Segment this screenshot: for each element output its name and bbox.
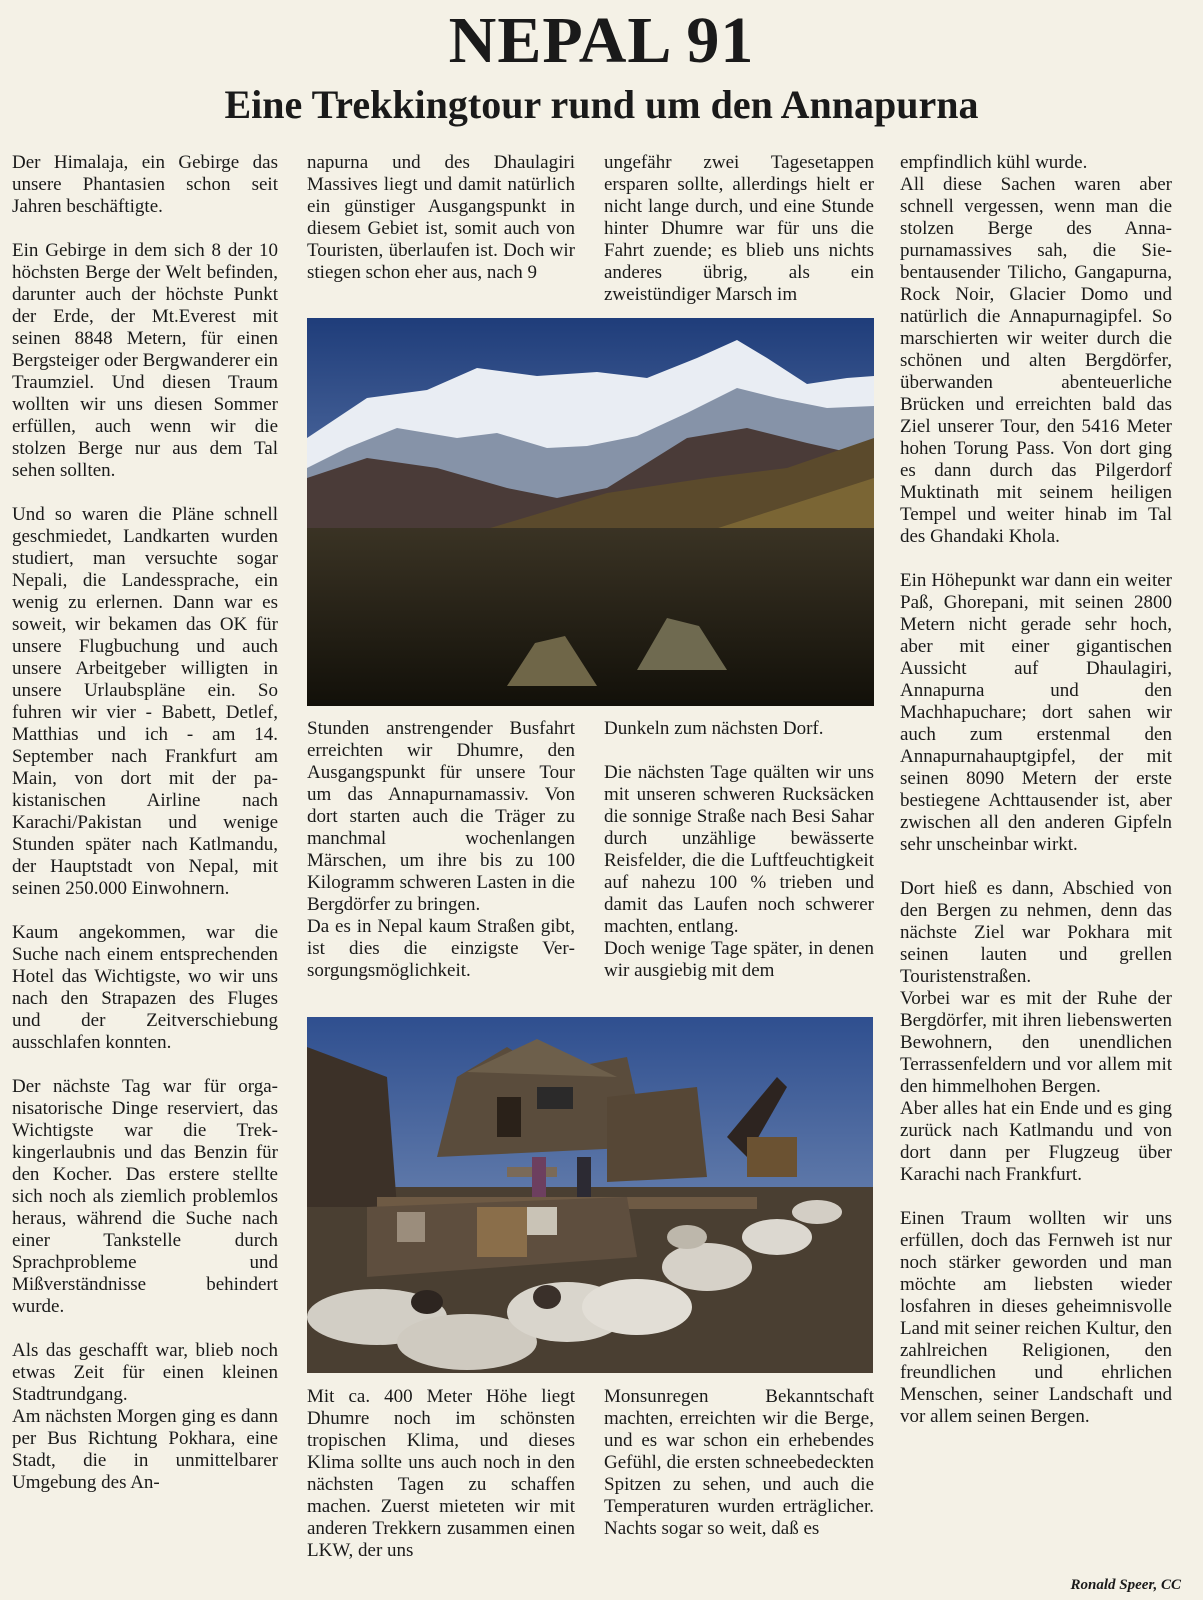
article-column-3-mid [604, 718, 874, 982]
paragraph: Da es in Nepal kaum Straßen gibt, ist dies die einzigste Versorgungsmöglichkeit. [307, 916, 575, 981]
paragraph: Vorbei war es mit der Ruhe der Bergdörfer, mit ihren liebenswerten Bewohnern, den unendlichen Terrassenfeldern und vor allem mit den himmelhohen Bergen. [900, 988, 1172, 1097]
paragraph: Am nächsten Morgen ging es dann per Bus Richtung Pokhara, eine Stadt, die in unmittelbarer Umgebung des An- [12, 1406, 278, 1493]
page-subtitle: Eine Trekkingtour rund um den Annapurna [224, 82, 979, 127]
paragraph: Die nächsten Tage quälten wir uns mit unseren schweren Rucksäcken die sonnige Straße nach Besi Sahar durch unzählige bewässerte Reisfelder, die die Luftfeuchtigkeit auf nahezu 100 % trieben und damit das Laufen noch schwerer machten, entlang. [604, 762, 874, 937]
paragraph: Kaum angekommen, war die Suche nach einem entsprechenden Hotel das Wichtigste, wo wir uns nach den Strapazen des Fluges und der Zeitverschiebung ausschlafen konnten. [12, 922, 278, 1053]
article-column-4 [900, 152, 1172, 1428]
mountain-photo [307, 318, 874, 706]
paragraph: Als das geschafft war, blieb noch etwas Zeit für einen kleinen Stadtrundgang. [12, 1340, 278, 1405]
article-column-3-bottom [604, 1386, 874, 1540]
author-credit: Ronald Speer, CC [1070, 1577, 1181, 1593]
article-column-2-top [307, 152, 575, 284]
paragraph: ungefähr zwei Tagesetappen ersparen sollte, allerdings hielt er nicht lange durch, und eine Stunde hinter Dhumre war für uns die Fahrt zuende; es blieb uns nichts anderes übrig, als ein zweistündiger Marsch im [604, 152, 874, 305]
article-column-3-top [604, 152, 874, 306]
paragraph: Einen Traum wollten wir uns erfüllen, doch das Fernweh ist nur noch stärker geworden und man möchte am liebsten wieder losfahren in dieses geheimnisvolle Land mit seiner reichen Kultur, den zahlreichen Religionen, den freundlichen und ehrlichen Menschen, seiner Landschaft und vor allem seinen Bergen. [900, 1208, 1172, 1427]
paragraph: Der nächste Tag war für organisatorische Dinge reserviert, das Wichtigste war die Trekkingerlaubnis und das Benzin für den Kocher. Das erstere stellte sich noch als ziemlich problemlos heraus, während die Suche nach einer Tankstelle durch Sprachprobleme und Mißverständnisse behindert wurde. [12, 1076, 278, 1317]
paragraph: empfindlich kühl wurde. [900, 152, 1088, 173]
paragraph: Ein Gebirge in dem sich 8 der 10 höchsten Berge der Welt befinden, darunter auch der höchste Punkt der Erde, der Mt.Everest mit seinen 8848 Metern, für einen Bergsteiger oder Bergwanderer ein Traumziel. Und diesen Traum wollten wir uns diesen Sommer erfüllen, auch wenn wir die stolzen Berge nur aus dem Tal sehen sollten. [12, 240, 278, 481]
paragraph: napurna und des Dhaulagiri Massives liegt und damit natürlich ein günstiger Ausgangspunkt in diesem Gebiet ist, somit auch von Touristen, überlaufen ist. Doch wir stiegen schon eher aus, nach 9 [307, 152, 575, 283]
article-column-2-bottom [307, 1386, 575, 1562]
paragraph: Mit ca. 400 Meter Höhe liegt Dhumre noch im schönsten tropischen Klima, und dieses Klima sollte uns auch noch in den nächsten Tagen zu schaffen machen. Zuerst mieteten wir mit anderen Trekkern zusammen einen LKW, der uns [307, 1386, 575, 1561]
paragraph: Dort hieß es dann, Abschied von den Bergen zu nehmen, denn das nächste Ziel war Pokhara mit seinen lauten und grellen Touristenstraßen. [900, 878, 1172, 987]
paragraph: Ein Höhepunkt war dann ein weiter Paß, Ghorepani, mit seinen 2800 Metern nicht gerade sehr hoch, aber mit einer gigantischen Aussicht auf Dhaulagiri, Annapurna und den Machhapuchare; dort sahen wir auch zum erstenmal den Annapurnahauptgipfel, der mit seinen 8090 Metern der erste bestiegene Achttausender ist, aber zwischen all den anderen Gipfeln sehr unscheinbar wirkt. [900, 570, 1172, 855]
page-title: NEPAL 91 [448, 4, 755, 77]
article-column-2-mid [307, 718, 575, 982]
village-photo [307, 1017, 873, 1373]
paragraph: All diese Sachen waren aber schnell vergessen, wenn man die stolzen Berge des Annapurnamassives sah, die Siebentausender Tilicho, Gangapurna, Rock Noir, Glacier Domo und natürlich die Annapurnagipfel. So marschierten wir weiter durch die schönen und alten Bergdörfer, überwanden abenteuerliche Brücken und erreichten bald das Ziel unserer Tour, den 5416 Meter hohen Torung Pass. Von dort ging es dann durch das Pilgerdorf Muktinath mit seinem heiligen Tempel und weiter hinab im Tal des Ghandaki Khola. [900, 174, 1172, 547]
article-column-1 [12, 152, 278, 1494]
paragraph: Monsunregen Bekanntschaft machten, erreichten wir die Berge, und es war schon ein erhebendes Gefühl, die ersten schneebedeckten Spitzen zu sehen, und auch die Temperaturen wurden erträglicher. Nachts sogar so weit, daß es [604, 1386, 874, 1539]
paragraph: Doch wenige Tage später, in denen wir ausgiebig mit dem [604, 938, 874, 981]
paragraph: Stunden anstrengender Busfahrt erreichten wir Dhumre, den Ausgangspunkt für unsere Tour um das Annapurnamassiv. Von dort starten auch die Träger zu manchmal wochenlangen Märschen, um ihre bis zu 100 Kilogramm schweren Lasten in die Bergdörfer zu bringen. [307, 718, 575, 915]
paragraph: Der Himalaja, ein Gebirge das unsere Phantasien schon seit Jahren beschäftigte. [12, 152, 278, 217]
paragraph: Aber alles hat ein Ende und es ging zurück nach Katlmandu und von dort dann per Flugzeug über Karachi nach Frankfurt. [900, 1098, 1172, 1185]
paragraph: Und so waren die Pläne schnell geschmiedet, Landkarten wurden studiert, man versuchte sogar Nepali, die Landessprache, ein wenig zu erlernen. Dann war es soweit, wir bekamen das OK für unsere Flugbuchung und auch unsere Arbeitgeber willigten in unsere Urlaubspläne ein. So fuhren wir vier - Babett, Detlef, Matthias und ich - am 14. September nach Frankfurt am Main, von dort mit der pakistanischen Airline nach Karachi/Pakistan und wenige Stunden später nach Katlmandu, der Hauptstadt von Nepal, mit seinen 250.000 Einwohnern. [12, 504, 278, 899]
paragraph: Dunkeln zum nächsten Dorf. [604, 718, 824, 739]
